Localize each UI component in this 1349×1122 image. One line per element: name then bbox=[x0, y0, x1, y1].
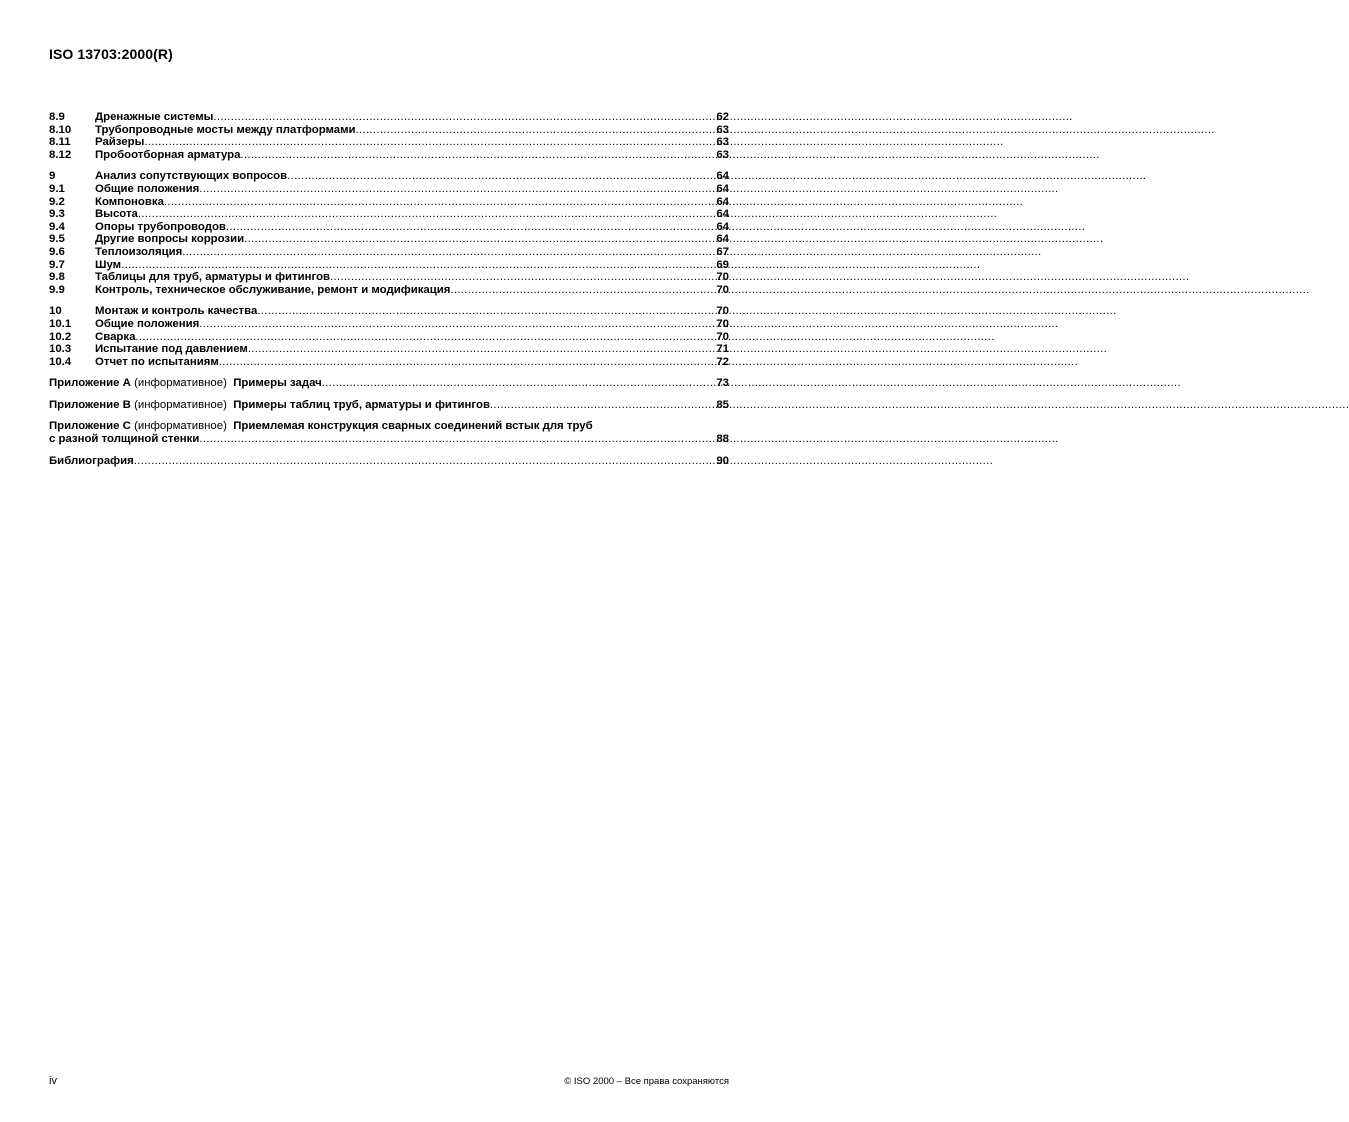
toc-entry-page: 70 bbox=[716, 330, 729, 343]
annex-label: Приложение В bbox=[49, 398, 131, 411]
toc-entry-page: 63 bbox=[716, 123, 729, 136]
toc-entry-page: 64 bbox=[716, 220, 729, 233]
toc-entry-number: 9.5 bbox=[49, 233, 65, 246]
toc-annex-c[interactable] bbox=[49, 420, 729, 445]
toc-entry-page: 85 bbox=[716, 398, 729, 411]
dot-leader bbox=[199, 433, 716, 446]
toc-entry[interactable] bbox=[49, 233, 729, 246]
toc-entry[interactable] bbox=[49, 111, 729, 124]
copyright-notice: © ISO 2000 – Все права сохраняются bbox=[564, 1076, 729, 1087]
toc-entry-number: 8.11 bbox=[49, 136, 71, 149]
toc-entry-page: 88 bbox=[716, 433, 729, 446]
toc-entry-title: Испытание под давлением bbox=[95, 343, 248, 356]
dot-leader bbox=[226, 221, 716, 234]
toc-entry[interactable] bbox=[49, 455, 729, 468]
toc-entry[interactable] bbox=[49, 246, 729, 259]
toc-entry-page: 70 bbox=[716, 317, 729, 330]
toc-bibliography bbox=[49, 455, 729, 468]
toc-entry-title: Райзеры bbox=[95, 136, 145, 149]
toc-entry-page: 72 bbox=[716, 355, 729, 368]
toc-entry[interactable] bbox=[49, 343, 729, 356]
toc-entry-page: 63 bbox=[716, 136, 729, 149]
dot-leader bbox=[138, 208, 716, 221]
dot-leader bbox=[450, 284, 716, 297]
toc-entry-title: Общие положения bbox=[95, 317, 200, 330]
toc-entry-page: 71 bbox=[716, 343, 729, 356]
toc-entry-number: 8.9 bbox=[49, 111, 65, 123]
toc-entry[interactable] bbox=[49, 221, 729, 234]
toc-entry-page: 64 bbox=[716, 170, 729, 183]
toc-entry-title: Компоновка bbox=[95, 195, 164, 208]
dot-leader bbox=[144, 136, 716, 149]
toc-entry-number: 10.4 bbox=[49, 355, 72, 368]
dot-leader bbox=[135, 331, 716, 344]
toc-entry[interactable] bbox=[49, 136, 729, 149]
annex-title-continuation: с разной толщиной стенки bbox=[49, 433, 200, 446]
toc-entry-number: 9 bbox=[49, 170, 56, 183]
dot-leader bbox=[199, 318, 716, 331]
page-number: iv bbox=[49, 1075, 57, 1087]
toc-entry-title: Шум bbox=[95, 258, 122, 271]
toc-entry-page: 64 bbox=[716, 233, 729, 246]
toc-entry[interactable] bbox=[49, 356, 729, 369]
dot-leader bbox=[257, 305, 716, 318]
toc-entry-page: 73 bbox=[716, 377, 729, 390]
toc-entry-number: 9.7 bbox=[49, 258, 65, 271]
dot-leader bbox=[213, 111, 716, 124]
toc-entry-title: Пробоотборная арматура bbox=[95, 148, 241, 161]
toc-entry-number: 10.3 bbox=[49, 343, 72, 356]
annex-title-line bbox=[49, 399, 490, 412]
dot-leader bbox=[134, 455, 717, 468]
toc-entry-number: 9.6 bbox=[49, 245, 65, 258]
annex-label: Приложение А bbox=[49, 377, 131, 390]
toc-entry[interactable] bbox=[49, 284, 729, 297]
dot-leader bbox=[240, 149, 716, 162]
annex-title: Примеры задач bbox=[233, 377, 322, 390]
toc-entry[interactable] bbox=[49, 170, 729, 183]
toc-entry[interactable] bbox=[49, 208, 729, 221]
toc-annex-entry[interactable] bbox=[49, 377, 729, 390]
toc-entry-title: Опоры трубопроводов bbox=[95, 220, 226, 233]
toc-entry-title: Высота bbox=[95, 208, 138, 221]
toc-entry-page: 70 bbox=[716, 305, 729, 318]
toc-entry-number: 9.4 bbox=[49, 220, 65, 233]
toc-entry[interactable] bbox=[49, 331, 729, 344]
toc-entry-number: 10 bbox=[49, 305, 62, 318]
annex-title: Примеры таблиц труб, арматуры и фитингов bbox=[233, 398, 490, 411]
toc-entry-number: 8.10 bbox=[49, 123, 72, 136]
toc-entry-page: 67 bbox=[716, 245, 729, 258]
toc-entry-title: Трубопроводные мосты между платформами bbox=[95, 123, 356, 136]
toc-entry-page: 63 bbox=[716, 148, 729, 161]
annex-label: Приложение С bbox=[49, 420, 131, 433]
toc-annex-a bbox=[49, 377, 729, 390]
annex-title-line bbox=[49, 377, 322, 390]
toc-group-9 bbox=[49, 170, 729, 296]
toc-entry-number: 9.2 bbox=[49, 195, 65, 208]
toc-entry-page: 62 bbox=[716, 111, 729, 123]
toc-entry-title: Общие положения bbox=[95, 182, 200, 195]
toc-annex-entry[interactable] bbox=[49, 399, 729, 412]
toc-group-10 bbox=[49, 305, 729, 368]
toc-entry[interactable] bbox=[49, 318, 729, 331]
toc-entry-page: 64 bbox=[716, 208, 729, 221]
toc-entry-number: 8.12 bbox=[49, 148, 72, 161]
dot-leader bbox=[287, 170, 716, 183]
toc-entry[interactable] bbox=[49, 305, 729, 318]
toc-entry-title: Другие вопросы коррозии bbox=[95, 233, 245, 246]
toc-entry[interactable] bbox=[49, 183, 729, 196]
toc-entry-title: Контроль, техническое обслуживание, ремонт и модификация bbox=[95, 283, 451, 296]
toc-entry-number: 10.2 bbox=[49, 330, 72, 343]
dot-leader bbox=[248, 343, 716, 356]
toc-entry-page: 90 bbox=[716, 454, 729, 467]
toc-entry-title: Монтаж и контроль качества bbox=[95, 305, 258, 318]
toc-entry-number: 9.9 bbox=[49, 283, 65, 296]
dot-leader bbox=[219, 356, 717, 369]
toc-entry-title: Анализ сопутствующих вопросов bbox=[95, 170, 288, 183]
toc-entry[interactable] bbox=[49, 271, 729, 284]
annex-kind: (информативное) bbox=[134, 420, 227, 433]
toc-entry-title: Дренажные системы bbox=[95, 111, 214, 123]
toc-entry-page: 70 bbox=[716, 283, 729, 296]
toc-entry[interactable] bbox=[49, 149, 729, 162]
dot-leader bbox=[182, 246, 716, 259]
dot-leader bbox=[244, 233, 716, 246]
toc-entry-page: 69 bbox=[716, 258, 729, 271]
toc-entry-page: 70 bbox=[716, 271, 729, 284]
table-of-contents bbox=[49, 111, 729, 476]
dot-leader bbox=[164, 196, 716, 209]
toc-entry-title: Сварка bbox=[95, 330, 136, 343]
toc-group-8 bbox=[49, 111, 729, 161]
dot-leader bbox=[356, 124, 717, 137]
document-id: ISO 13703:2000(R) bbox=[49, 46, 173, 62]
toc-entry-page: 64 bbox=[716, 182, 729, 195]
dot-leader bbox=[199, 183, 716, 196]
toc-entry-number: 9.1 bbox=[49, 182, 65, 195]
toc-entry[interactable] bbox=[49, 124, 729, 137]
annex-kind: (информативное) bbox=[134, 377, 227, 390]
dot-leader bbox=[330, 271, 716, 284]
toc-entry-title: Теплоизоляция bbox=[95, 245, 183, 258]
toc-entry-title: Таблицы для труб, арматуры и фитингов bbox=[95, 271, 331, 284]
toc-annex-b bbox=[49, 399, 729, 412]
toc-entry-page: 64 bbox=[716, 195, 729, 208]
toc-entry-number: 9.3 bbox=[49, 208, 65, 221]
annex-title-continuation-row bbox=[49, 433, 729, 446]
toc-entry[interactable] bbox=[49, 259, 729, 272]
bibliography-title: Библиография bbox=[49, 454, 134, 467]
toc-entry[interactable] bbox=[49, 196, 729, 209]
toc-entry-title: Отчет по испытаниям bbox=[95, 355, 219, 368]
dot-leader bbox=[322, 377, 717, 390]
toc-entry-number: 9.8 bbox=[49, 271, 65, 284]
toc-entry-number: 10.1 bbox=[49, 317, 72, 330]
annex-title-line bbox=[49, 420, 729, 433]
annex-kind: (информативное) bbox=[134, 398, 227, 411]
dot-leader bbox=[490, 399, 716, 412]
dot-leader bbox=[121, 259, 716, 272]
annex-title: Приемлемая конструкция сварных соединений встык для труб bbox=[233, 420, 593, 433]
